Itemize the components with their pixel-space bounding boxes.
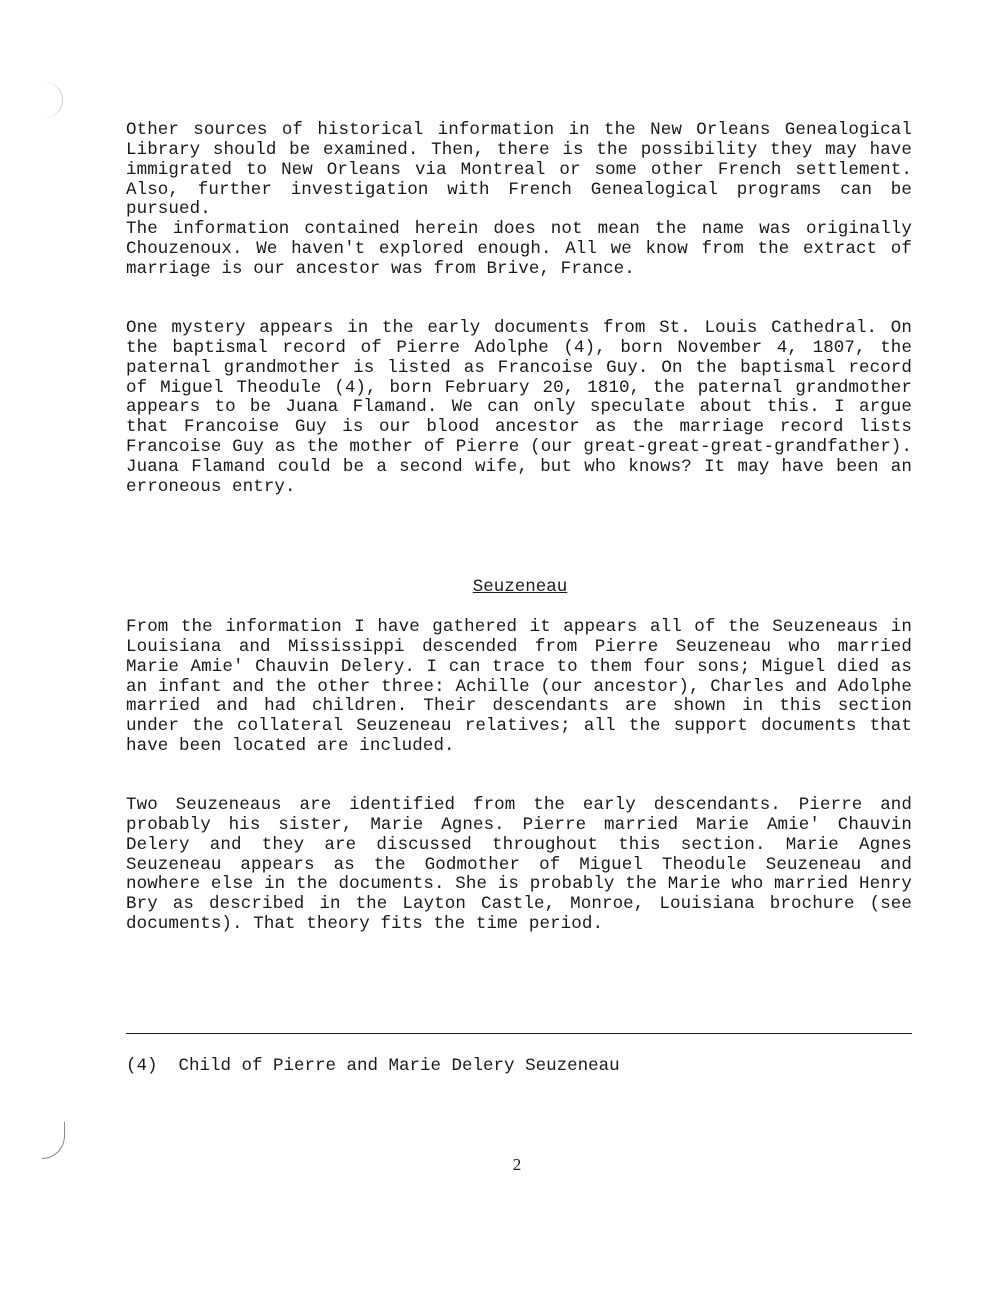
section-heading: Seuzeneau <box>472 577 568 597</box>
paragraph-text: One mystery appears in the early documents from St. Louis Cathedral. On the baptismal record of Pierre Adolphe (4), born November 4, 1807, the paternal grandmother is listed as Francoise Guy. On the baptismal record of Miguel Theodule (4), born February 20, 1810, the paternal grandmother appears to be Juana Flamand. We can only speculate about this. I argue that Francoise Guy is our blood ancestor as the marriage record lists Francoise Guy as the mother of Pierre (our great-great-great-grandfather). Juana Flamand could be a second wife, but who knows? It may have been an erroneous entry. <box>126 318 912 497</box>
paragraph-further-research <box>126 121 912 280</box>
footnote: (4) Child of Pierre and Marie Delery Seuzeneau <box>126 1056 620 1076</box>
scan-margin-mark <box>42 1122 65 1159</box>
paragraph-text: From the information I have gathered it appears all of the Seuzeneaus in Louisiana and Mississippi descended from Pierre Seuzeneau who married Marie Amie' Chauvin Delery. I can trace to them four sons; Miguel died as an infant and the other three: Achille (our ancestor), Charles and Adolphe married and had children. Their descendants are shown in this section under the collateral Seuzeneau relatives; all the support documents that have been located are included. <box>126 617 912 757</box>
paragraph-text: Other sources of historical information in the New Orleans Genealogical Library should be examined. Then, there is the possibility they may have immigrated to New Orleans via Montreal or some other French settlement. Also, further investigation with French Genealogical programs can be pursued. The information contained herein does not mean the name was originally Chouzenoux. We haven't explored enough. All we know from the extract of marriage is our ancestor was from Brive, France. <box>126 120 912 279</box>
paragraph-mystery <box>126 319 912 498</box>
footnote-divider <box>126 1033 912 1034</box>
page-number: 2 <box>512 1155 522 1174</box>
scan-margin-mark <box>40 82 63 118</box>
paragraph-early-descendants <box>126 796 912 935</box>
paragraph-seuzeneau-origins <box>126 618 912 757</box>
paragraph-text: Two Seuzeneaus are identified from the early descendants. Pierre and probably his sister, Marie Agnes. Pierre married Marie Amie' Chauvin Delery and they are discussed throughout this section. Marie Agnes Seuzeneau appears as the Godmother of Miguel Theodule Seuzeneau and nowhere else in the documents. She is probably the Marie who married Henry Bry as described in the Layton Castle, Monroe, Louisiana brochure (see documents). That theory fits the time period. <box>126 795 912 935</box>
